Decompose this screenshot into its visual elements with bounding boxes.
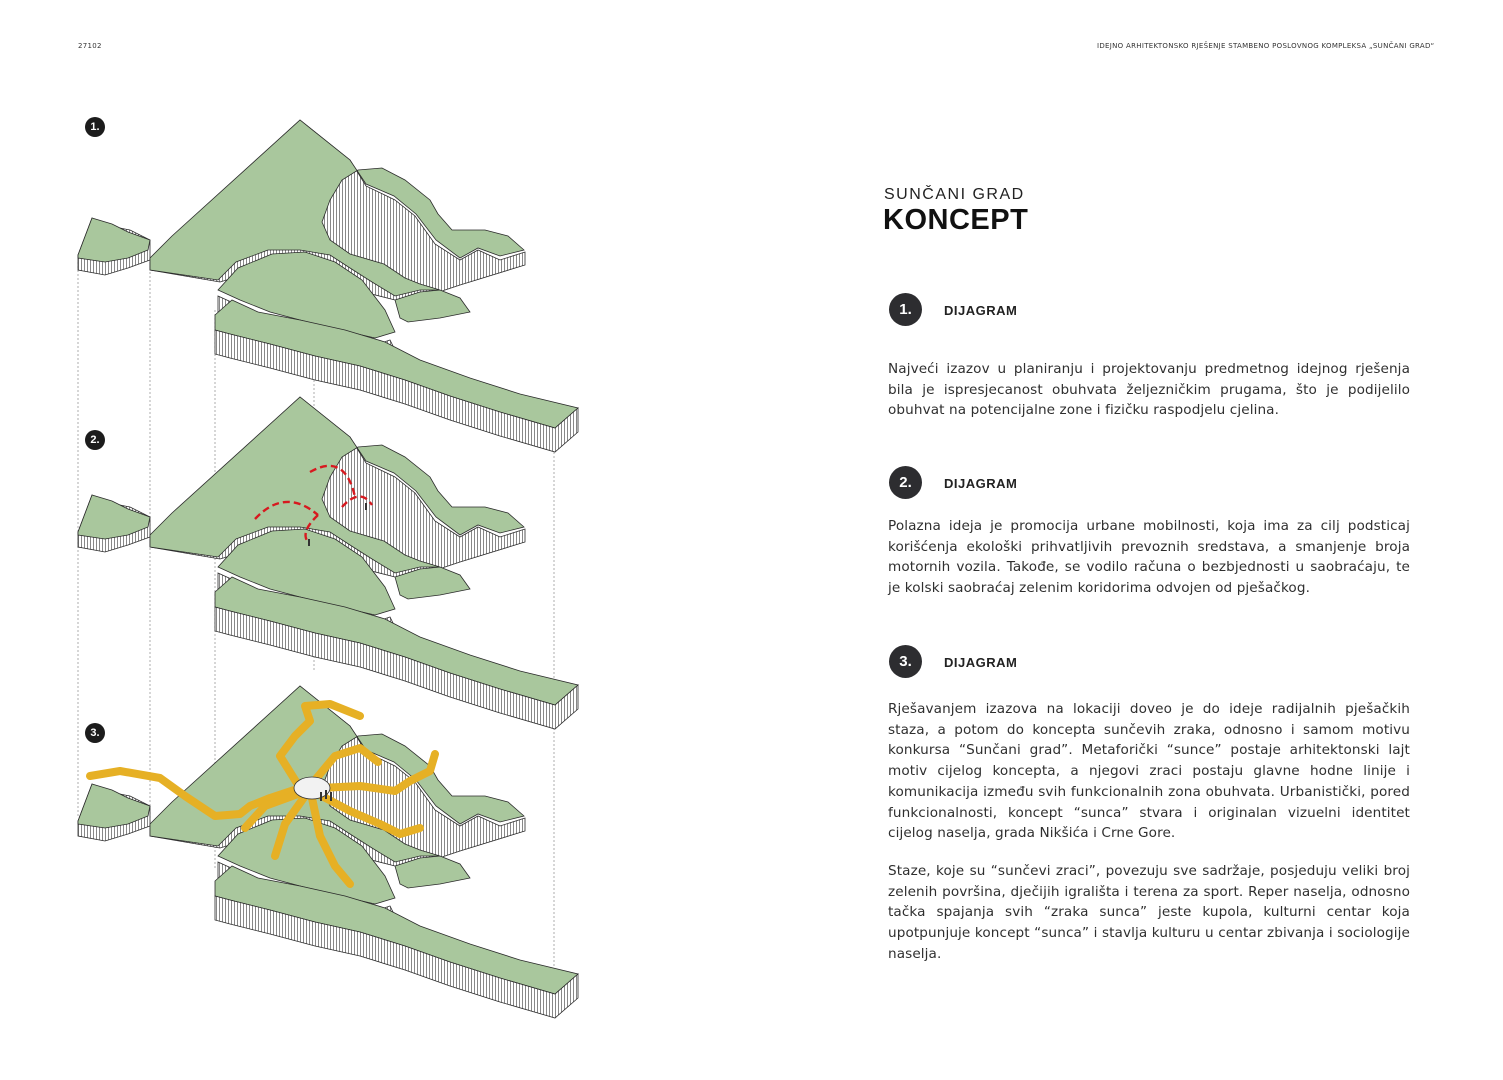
diagram-layer-2 — [78, 397, 578, 729]
section-3-label: DIJAGRAM — [944, 655, 1018, 670]
diagram-2-label: 2. — [85, 430, 105, 450]
dome-icon — [294, 777, 330, 799]
section-2-paragraph: Polazna ideja je promocija urbane mobilnosti, koja ima za cilj podsticaj korišćenja ekološki prihvatljivih prevoznih sredstava, a smanjenje broja motornih vozila. Takođe, se vodilo računa o bezbjednosti u saobraćaju, te je kolski saobraćaj zelenim koridorima odvojen od pješačkog. — [888, 518, 1410, 597]
section-1-badge: 1. — [889, 293, 922, 326]
section-2-label: DIJAGRAM — [944, 476, 1018, 491]
section-3-badge: 3. — [889, 645, 922, 678]
page-title: KONCEPT — [883, 204, 1029, 236]
page-subtitle: SUNČANI GRAD — [884, 186, 1025, 203]
section-3-paragraph-1: Rješavanjem izazova na lokaciji doveo je do ideje radijalnih pješačkih staza, a potom do koncepta sunčevih zraka, odnosno i samom motivu konkursa “Sunčani grad”. Metaforički “sunce” postaje arhitektonski lajt motiv cijelog koncepta, a njegovi zraci postaju glavne hodne linije i komunikacija između svih funkcionalnih zona obuhvata. Urbanistički, pored funkcionalnosti, koncept “sunca” stvara i originalan vizuelni identitet cijelog naselja, grada Nikšića i Crne Gore. — [888, 701, 1410, 842]
diagram-3-label: 3. — [85, 723, 105, 743]
diagram-layer-1 — [78, 120, 578, 452]
section-3-paragraph-2: Staze, koje su “sunčevi zraci”, povezuju sve sadržaje, posjeduju veliki broj zelenih površina, dječijih igrališta i terena za sport. Reper naselja, odnosno tačka spajanja svih “zraka sunca” jeste kupola, kulturni centar koja upotpunjuje koncept “sunca” i stavlja kulturu u centar zbivanja i sociologije naselja. — [888, 863, 1410, 962]
section-1-label: DIJAGRAM — [944, 303, 1018, 318]
document-header: IDEJNO ARHITEKTONSKO RJEŠENJE STAMBENO POSLOVNOG KOMPLEKSA „SUNČANI GRAD“ — [1097, 42, 1435, 50]
axonometric-concept-diagram — [60, 100, 600, 1020]
page-number: 27102 — [78, 42, 102, 50]
diagram-layer-3 — [78, 686, 578, 1018]
diagram-1-label: 1. — [85, 117, 105, 137]
section-2-badge: 2. — [889, 466, 922, 499]
section-1-paragraph: Najveći izazov u planiranju i projektovanju predmetnog idejnog rješenja bila je ispresjecanost obuhvata željezničkim prugama, što je podijelilo obuhvat na potencijalne zone i fizičku raspodjelu cjelina. — [888, 361, 1410, 419]
